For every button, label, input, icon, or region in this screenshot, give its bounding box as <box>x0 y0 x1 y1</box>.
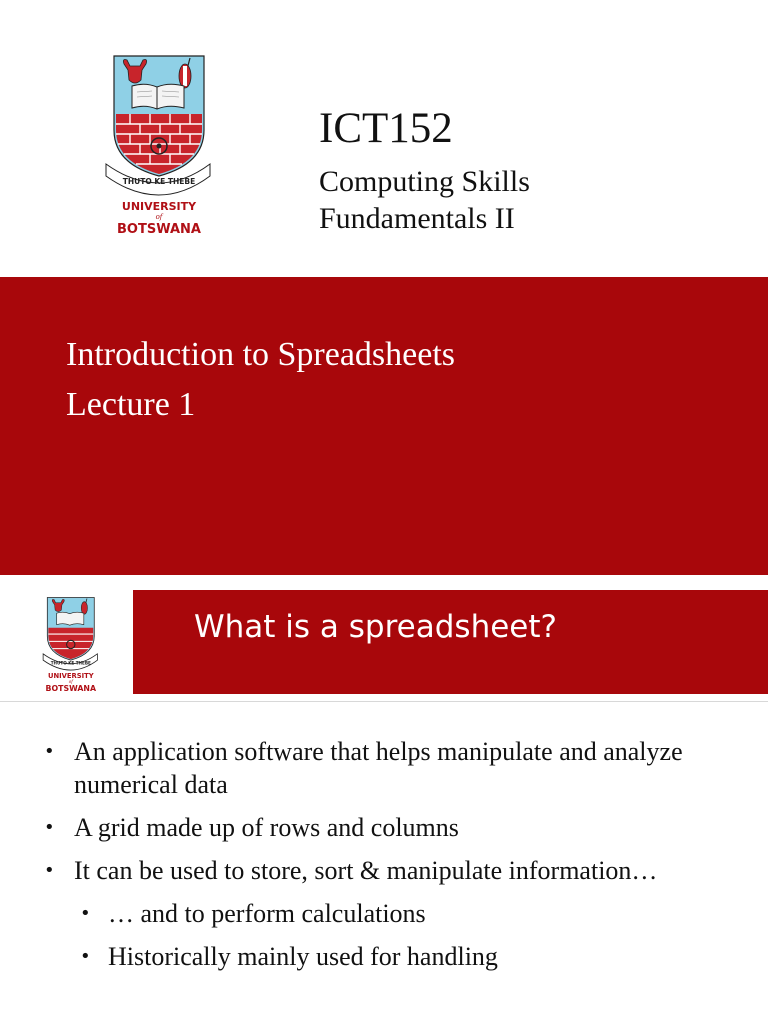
bullet-text: Historically mainly used for handling <box>108 942 498 971</box>
divider <box>0 701 768 702</box>
bullet-text: It can be used to store, sort & manipulate information… <box>74 856 658 885</box>
lecture-title <box>66 330 455 430</box>
bullet-icon: • <box>80 946 91 967</box>
course-name-line1: Computing Skills <box>319 165 530 198</box>
bullet-icon: • <box>44 817 55 838</box>
bullet-icon: • <box>44 860 55 881</box>
logo-university-line1: UNIVERSITY <box>121 200 197 213</box>
bullet-icon: • <box>44 741 55 762</box>
book-icon <box>57 612 84 625</box>
bullet-item <box>0 854 714 887</box>
bullet-item <box>0 735 714 801</box>
course-name-line2: Fundamentals II <box>319 202 515 235</box>
logo-motto: THUTO KE THEBE <box>50 660 91 666</box>
sub-bullet-item <box>0 897 708 930</box>
bullet-text: An application software that helps manipulate and analyze numerical data <box>74 737 683 799</box>
course-name <box>319 163 530 237</box>
bullet-text: … and to perform calculations <box>108 899 426 928</box>
sub-bullet-item <box>0 940 708 973</box>
slide-heading: What is a spreadsheet? <box>194 609 557 645</box>
logo-university-line1: UNIVERSITY <box>47 671 94 680</box>
book-icon <box>132 84 184 109</box>
bullet-item <box>0 811 714 844</box>
university-logo <box>100 52 215 242</box>
logo-university-line2: BOTSWANA <box>45 683 97 693</box>
bullet-list <box>0 735 768 983</box>
brick-wall-icon <box>48 628 93 659</box>
brick-wall-icon <box>116 114 202 174</box>
logo-motto: THUTO KE THEBE <box>122 177 196 186</box>
logo-university-line2: BOTSWANA <box>117 222 201 237</box>
bullet-text: A grid made up of rows and columns <box>74 813 459 842</box>
lecture-title-line2: Lecture 1 <box>66 386 196 423</box>
bullet-icon: • <box>80 903 91 924</box>
course-code: ICT152 <box>319 105 453 152</box>
university-logo-small <box>40 595 100 695</box>
content-slide <box>0 575 768 1024</box>
lecture-title-line1: Introduction to Spreadsheets <box>66 336 456 373</box>
logo-university-of: of <box>68 679 73 685</box>
logo-university-of: of <box>155 213 163 221</box>
